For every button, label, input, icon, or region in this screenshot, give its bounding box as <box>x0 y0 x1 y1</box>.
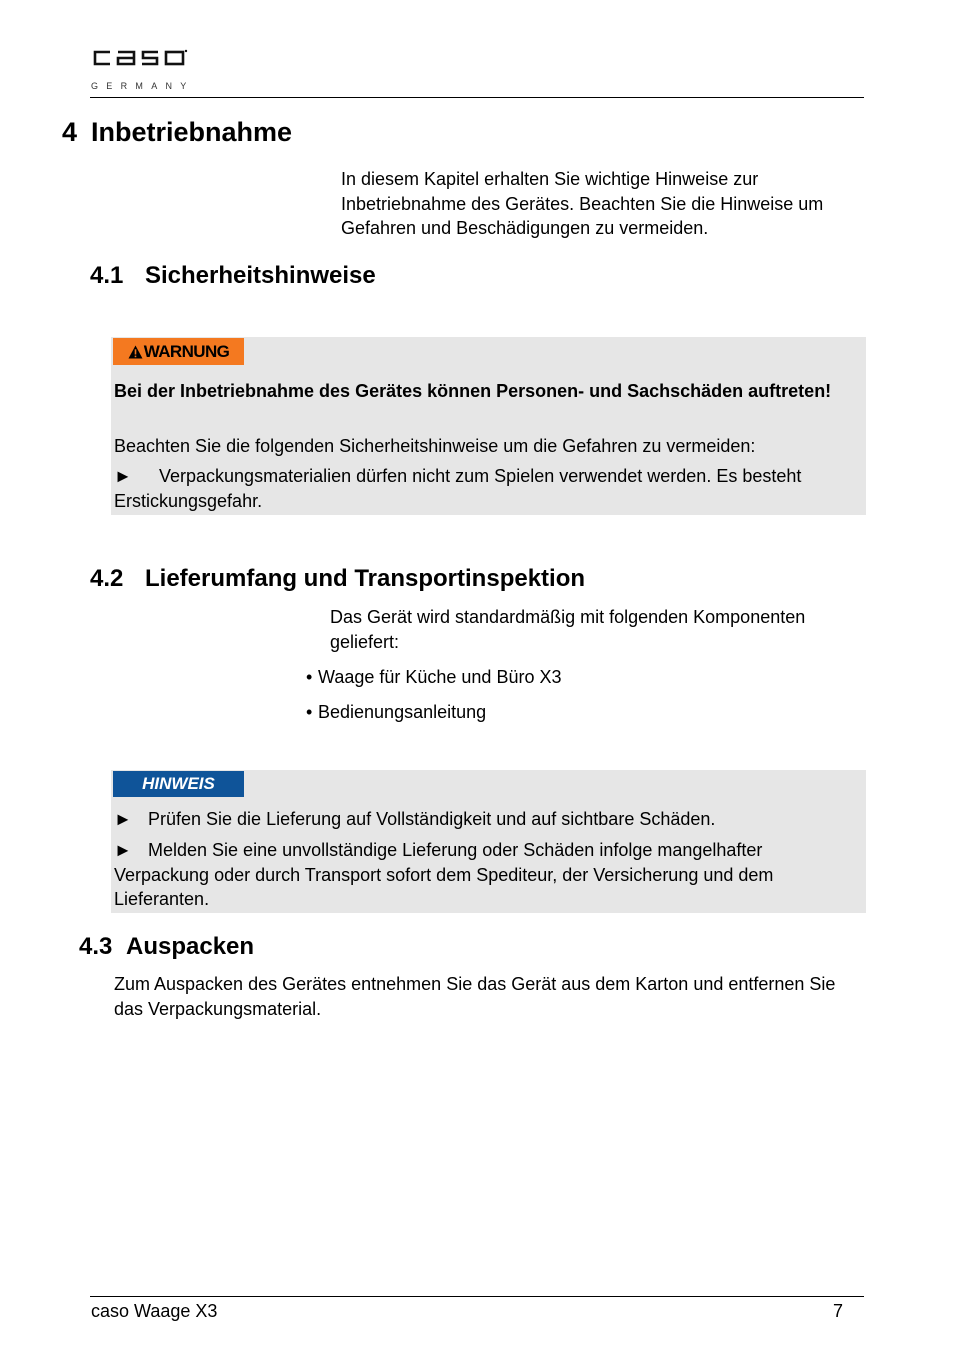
page-number: 7 <box>833 1301 844 1321</box>
warning-item-text: Verpackungsmaterialien dürfen nicht zum Spielen verwendet werden. Es besteht Erstickungsgefahr. <box>114 466 802 511</box>
unpacking-text: Zum Auspacken des Gerätes entnehmen Sie das Gerät aus dem Karton und entfernen Sie das Verpackungsmaterial. <box>114 974 836 1019</box>
notice-item <box>114 838 859 912</box>
component-list-item <box>306 665 561 690</box>
component-list-item <box>306 700 486 725</box>
notice-label-text: HINWEIS <box>142 774 215 793</box>
section-title: Auspacken <box>126 933 255 960</box>
warning-label <box>113 338 244 365</box>
arrow-icon: ► <box>114 809 132 829</box>
component-text: Bedienungsanleitung <box>318 702 487 722</box>
chapter-number: 4 <box>62 117 78 147</box>
warning-triangle-icon <box>128 345 143 359</box>
warning-label-text: WARNUNG <box>143 341 230 361</box>
caso-logo <box>76 32 208 106</box>
section-number: 4.2 <box>90 565 124 592</box>
bullet-icon: • <box>306 667 313 687</box>
section-number: 4.1 <box>90 262 124 289</box>
section-title: Lieferumfang und Transportinspektion <box>145 565 586 592</box>
section-title: Sicherheitshinweise <box>145 262 376 289</box>
notice-label <box>113 771 244 797</box>
footer-rule <box>90 1296 864 1297</box>
chapter-title: Inbetriebnahme <box>91 117 293 147</box>
bullet-icon: • <box>306 702 313 722</box>
notice-item-text: Melden Sie eine unvollständige Lieferung oder Schäden infolge mangelhafter Verpackung oder durch Transport sofort dem Spediteur, der Versicherung und dem Lieferanten. <box>114 840 774 909</box>
components-intro: Das Gerät wird standardmäßig mit folgenden Komponenten geliefert: <box>330 607 806 652</box>
warning-item <box>114 464 859 513</box>
header-rule <box>90 97 864 98</box>
logo-subtitle: GERMANY <box>91 81 195 91</box>
warning-text: Beachten Sie die folgenden Sicherheitshinweise um die Gefahren zu vermeiden: <box>114 436 756 456</box>
section-heading-4-1 <box>90 262 376 290</box>
arrow-icon: ► <box>114 840 132 860</box>
caso-logo-icon <box>76 32 188 66</box>
section-number: 4.3 <box>79 933 113 960</box>
notice-item-text: Prüfen Sie die Lieferung auf Vollständigkeit und auf sichtbare Schäden. <box>148 809 716 829</box>
warning-headline: Bei der Inbetriebnahme des Gerätes können Personen- und Sachschäden auftreten! <box>114 381 832 401</box>
arrow-icon: ► <box>114 466 132 486</box>
section-heading-4-2 <box>90 565 585 593</box>
footer-product: caso Waage X3 <box>91 1301 218 1321</box>
section-heading-4-3 <box>79 933 254 961</box>
chapter-heading <box>62 117 292 148</box>
notice-item <box>114 807 859 832</box>
chapter-intro: In diesem Kapitel erhalten Sie wichtige Hinweise zur Inbetriebnahme des Gerätes. Beachten Sie die Hinweise um Gefahren und Beschädigungen zu vermeiden. <box>341 169 824 238</box>
component-text: Waage für Küche und Büro X3 <box>318 667 562 687</box>
